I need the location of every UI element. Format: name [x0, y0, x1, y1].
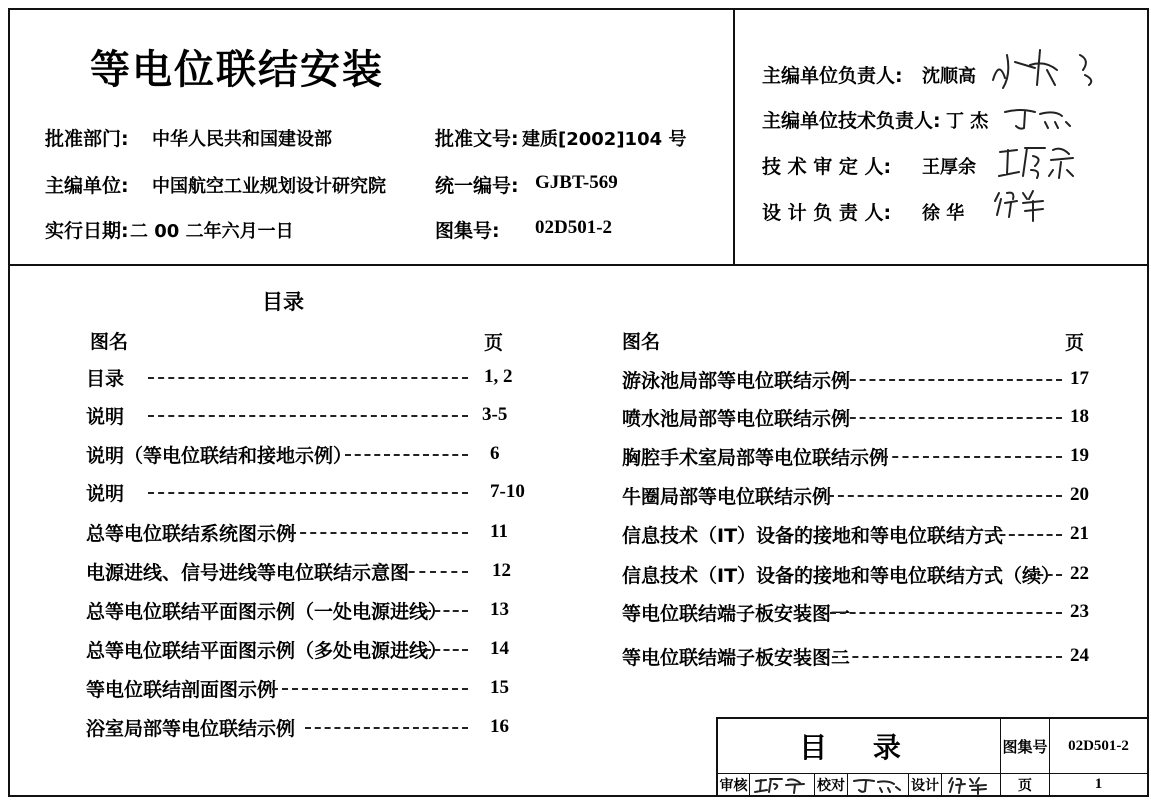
page-left-border — [8, 264, 10, 796]
leader-line — [840, 379, 1062, 381]
reviewer-name: 王厚余 — [922, 157, 976, 178]
approve-dept-label: 批准部门: — [45, 128, 129, 150]
toc-right-page-header: 页 — [1065, 332, 1085, 354]
toc-right-item-name: 等电位联结端子板安装图二 — [622, 647, 851, 669]
designer-signature — [993, 185, 1053, 225]
approval-doc-value: 建质[2002]104 号 — [522, 129, 687, 150]
leader-line — [345, 454, 468, 456]
leader-line — [272, 688, 468, 690]
review-signature — [752, 775, 812, 795]
reviewer-label: 技 术 审 定 人: — [762, 156, 892, 178]
toc-right-item-name: 信息技术（IT）设备的接地和等电位联结方式（续） — [622, 565, 1061, 587]
leader-line — [882, 456, 1062, 458]
atlas-no-label: 图集号: — [435, 220, 500, 242]
tech-chief-name: 丁 杰 — [946, 111, 989, 132]
design-signature — [946, 775, 996, 795]
leader-line — [148, 415, 468, 417]
toc-right-item-name: 喷水池局部等电位联结示例 — [622, 408, 851, 430]
toc-right-item-name: 等电位联结端子板安装图一 — [622, 603, 851, 625]
toc-left-item-page: 15 — [490, 677, 509, 698]
leader-line — [148, 377, 468, 379]
toc-right-item-name: 信息技术（IT）设备的接地和等电位联结方式 — [622, 525, 1004, 547]
title-block-review-signature — [749, 773, 815, 797]
page-title: 等电位联结安装 — [90, 47, 384, 93]
toc-left-item-name: 总等电位联结系统图示例 — [86, 523, 296, 545]
toc-right-name-header: 图名 — [622, 331, 661, 353]
effective-date-label: 实行日期: — [45, 220, 129, 242]
designer-label: 设 计 负 责 人: — [762, 202, 892, 224]
title-block-atlas-label: 图集号 — [1000, 717, 1050, 774]
approve-dept-value: 中华人民共和国建设部 — [152, 129, 332, 150]
toc-right-item-page: 24 — [1070, 645, 1089, 666]
title-block-sheet-title: 目 录 — [716, 717, 1001, 774]
toc-left-item-page: 1, 2 — [484, 366, 513, 387]
leader-line — [148, 492, 468, 494]
editor-unit-value: 中国航空工业规划设计研究院 — [152, 176, 386, 197]
atlas-no-value: 02D501-2 — [535, 217, 613, 238]
leader-line — [425, 649, 468, 651]
toc-left-item-name: 总等电位联结平面图示例（多处电源进线） — [86, 640, 448, 662]
title-block-atlas-value: 02D501-2 — [1049, 717, 1149, 774]
title-block-page-value: 1 — [1049, 773, 1149, 797]
chief-signature — [985, 40, 1105, 95]
toc-right-item-name: 胸腔手术室局部等电位联结示例 — [622, 447, 889, 469]
unified-no-label: 统一编号: — [435, 175, 519, 197]
toc-left-item-page: 16 — [490, 716, 509, 737]
toc-left-item-page: 12 — [492, 560, 511, 581]
check-signature — [850, 775, 906, 795]
reviewer-signature — [995, 140, 1085, 185]
toc-left-item-name: 总等电位联结平面图示例（一处电源进线） — [86, 601, 448, 623]
tech-chief-signature — [1000, 100, 1080, 135]
chief-name: 沈顺高 — [922, 66, 976, 87]
toc-left-item-name: 目录 — [86, 368, 125, 390]
toc-right-item-page: 23 — [1070, 601, 1089, 622]
toc-left-item-page: 14 — [490, 638, 509, 659]
title-block-design-signature — [941, 773, 1001, 797]
toc-right-item-page: 22 — [1070, 563, 1089, 584]
editor-unit-label: 主编单位: — [45, 175, 129, 197]
toc-left-name-header: 图名 — [90, 331, 129, 353]
title-block-review-label: 审核 — [716, 773, 750, 797]
toc-right-item-page: 19 — [1070, 445, 1089, 466]
leader-line — [305, 727, 468, 729]
toc-left-item-name: 说明 — [86, 483, 125, 505]
effective-date-value: 二 00 二年六月一日 — [130, 221, 294, 242]
leader-line — [840, 417, 1062, 419]
page-right-border — [1147, 264, 1149, 718]
toc-left-item-page: 13 — [490, 599, 509, 620]
toc-left-item-name: 说明（等电位联结和接地示例） — [86, 445, 353, 467]
designer-name: 徐 华 — [922, 203, 965, 224]
toc-left-item-page: 7-10 — [490, 481, 525, 502]
title-block-check-signature — [847, 773, 909, 797]
title-block-page-label: 页 — [1000, 773, 1050, 797]
toc-right-item-page: 21 — [1070, 523, 1089, 544]
toc-right-item-page: 17 — [1070, 368, 1089, 389]
title-block-design-label: 设计 — [908, 773, 942, 797]
toc-left-item-page: 3-5 — [482, 404, 508, 425]
toc-left-item-page: 6 — [490, 443, 500, 464]
leader-line — [830, 612, 1062, 614]
leader-line — [832, 656, 1062, 658]
toc-right-item-page: 20 — [1070, 484, 1089, 505]
unified-no-value: GJBT-569 — [535, 172, 618, 193]
approval-doc-label: 批准文号: — [435, 128, 519, 150]
leader-line — [1028, 574, 1062, 576]
toc-right-item-name: 游泳池局部等电位联结示例 — [622, 370, 851, 392]
tech-chief-label: 主编单位技术负责人: — [762, 110, 941, 132]
chief-label: 主编单位负责人: — [762, 65, 903, 87]
toc-left-item-name: 浴室局部等电位联结示例 — [86, 718, 296, 740]
toc-right-item-name: 牛圈局部等电位联结示例 — [622, 486, 832, 508]
title-block-check-label: 校对 — [814, 773, 848, 797]
leader-line — [990, 534, 1062, 536]
toc-left-page-header: 页 — [484, 332, 504, 354]
leader-line — [425, 610, 468, 612]
leader-line — [290, 532, 468, 534]
page-bottom-border — [8, 795, 716, 797]
toc-left-item-page: 11 — [490, 521, 508, 542]
toc-heading: 目录 — [262, 290, 304, 314]
leader-line — [398, 571, 468, 573]
leader-line — [828, 495, 1062, 497]
toc-left-item-name: 等电位联结剖面图示例 — [86, 679, 277, 701]
toc-left-item-name: 说明 — [86, 406, 125, 428]
toc-left-item-name: 电源进线、信号进线等电位联结示意图 — [86, 562, 410, 584]
toc-right-item-page: 18 — [1070, 406, 1089, 427]
